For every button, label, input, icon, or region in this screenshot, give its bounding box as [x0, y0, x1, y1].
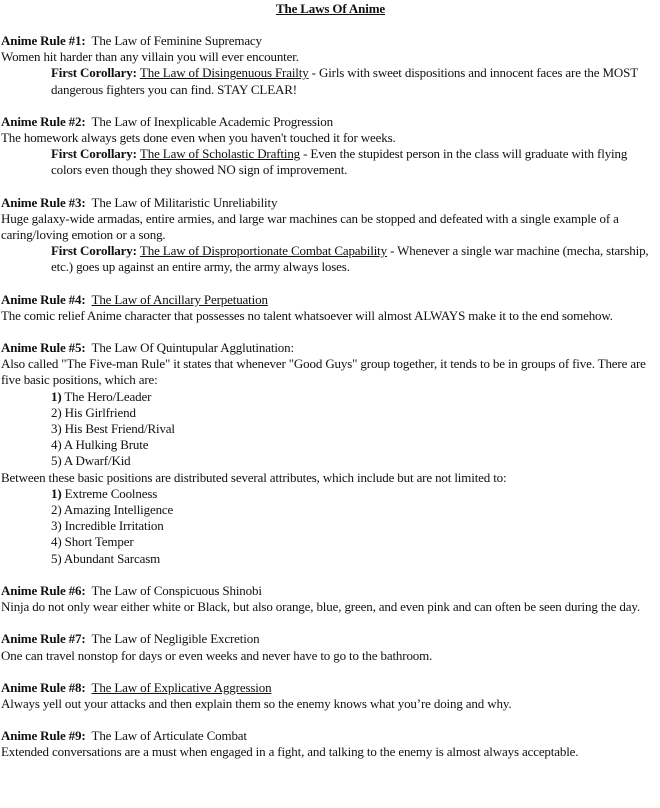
list-item-number: 1): [51, 485, 62, 501]
corollary-name: The Law of Disingenuous Frailty: [139, 65, 309, 81]
list-item: [51, 389, 660, 405]
rule-heading: [1, 680, 660, 696]
rule-label: Anime Rule #5:: [1, 340, 86, 356]
rule-name: The Law of Explicative Aggression: [91, 679, 272, 695]
rule-description: One can travel nonstop for days or even weeks and never have to go to the bathroom.: [1, 647, 433, 663]
rule-name: The Law of Feminine Supremacy: [91, 33, 262, 48]
list-item-text: A Dwarf/Kid: [61, 453, 131, 469]
rule-description: The homework always gets done even when you haven't touched it for weeks.: [1, 130, 396, 146]
rule-7: [1, 631, 660, 663]
corollary-text: - Even the stupidest person in the class will graduate with flying colors even though they showed NO sign of improvement.: [51, 146, 628, 178]
list-item-number: 5): [51, 453, 62, 469]
corollary-text: - Whenever a single war machine (mecha, starship, etc.) goes up against an entire army, the army always loses.: [51, 243, 649, 275]
rule-heading: [1, 195, 660, 211]
list-item-number: 2): [51, 404, 62, 420]
corollary-label: First Corollary:: [51, 65, 137, 81]
attributes-intro: Between these basic positions are distributed several attributes, which include but are not limited to:: [1, 469, 507, 485]
rule-heading: [1, 583, 660, 599]
rule-label: Anime Rule #4:: [1, 291, 86, 307]
rule-description: Ninja do not only wear either white or Black, but also orange, blue, green, and even pink and can often be seen during the day.: [1, 599, 640, 615]
list-item-text: Extreme Coolness: [61, 485, 158, 501]
rule-9: [1, 728, 660, 760]
list-item: [51, 437, 660, 453]
corollary-label: First Corollary:: [51, 146, 137, 162]
list-item-number: 5): [51, 550, 62, 566]
rule-corollary: [1, 65, 660, 97]
list-item-number: 3): [51, 518, 62, 534]
list-item-number: 4): [51, 534, 62, 550]
corollary-name: The Law of Disproportionate Combat Capability: [139, 243, 387, 259]
rule-description: Extended conversations are a must when engaged in a fight, and talking to the enemy is almost always acceptable.: [1, 744, 579, 760]
rule-heading: [1, 340, 660, 356]
document-page: [0, 1, 660, 761]
rule-5: [1, 340, 660, 567]
list-item-text: A Hulking Brute: [61, 437, 149, 453]
rule-description: The comic relief Anime character that possesses no talent whatsoever will almost ALWAYS make it to the end somehow.: [1, 307, 613, 323]
list-item-number: 4): [51, 437, 62, 453]
rule-label: Anime Rule #6:: [1, 582, 86, 598]
list-item: [51, 453, 660, 469]
rule-4: [1, 292, 660, 324]
list-item: [51, 421, 660, 437]
list-item-text: His Girlfriend: [61, 404, 136, 420]
list-item-text: Amazing Intelligence: [61, 502, 174, 518]
rule-description: Women hit harder than any villain you will ever encounter.: [1, 49, 299, 65]
rule-label: Anime Rule #8:: [1, 679, 86, 695]
rule-6: [1, 583, 660, 615]
list-item-text: The Hero/Leader: [61, 388, 152, 404]
list-item-text: Short Temper: [61, 534, 134, 550]
rule-name: The Law of Negligible Excretion: [91, 631, 260, 647]
list-item: [51, 405, 660, 421]
rule-name: The Law of Inexplicable Academic Progression: [91, 113, 333, 129]
list-item-text: Abundant Sarcasm: [61, 550, 161, 566]
rule-2: [1, 114, 660, 179]
rule-description: Always yell out your attacks and then explain them so the enemy knows what you’re doing and why.: [1, 695, 512, 711]
rule-name: The Law of Ancillary Perpetuation: [91, 291, 268, 307]
list-item-text: His Best Friend/Rival: [61, 421, 175, 437]
corollary-label: First Corollary:: [51, 243, 137, 259]
positions-list: [1, 389, 660, 470]
list-item: [51, 502, 660, 518]
list-item-number: 3): [51, 421, 62, 437]
list-item: [51, 551, 660, 567]
corollary-text: - Girls with sweet dispositions and innocent faces are the MOST dangerous fighters you can find. STAY CLEAR!: [51, 65, 638, 97]
corollary-name: The Law of Scholastic Drafting: [139, 146, 301, 162]
rule-corollary: [1, 146, 660, 178]
rule-name: The Law of Militaristic Unreliability: [91, 194, 278, 210]
list-item-text: Incredible Irritation: [61, 518, 164, 534]
rule-name: The Law of Conspicuous Shinobi: [91, 582, 262, 598]
rule-8: [1, 680, 660, 712]
rule-description: Also called "The Five-man Rule" it states that whenever "Good Guys" group together, it tends to be in groups of five. There are five basic positions, which are:: [1, 356, 646, 388]
rule-label: Anime Rule #3:: [1, 194, 86, 210]
rule-label: Anime Rule #7:: [1, 631, 86, 647]
rule-1: [1, 33, 660, 98]
list-item-number: 1): [51, 388, 62, 404]
rule-heading: [1, 728, 660, 744]
rule-3: [1, 195, 660, 276]
rule-name: The Law of Articulate Combat: [91, 728, 247, 744]
rule-description: Huge galaxy-wide armadas, entire armies, and large war machines can be stopped and defeated with a single example of a caring/loving emotion or a song.: [1, 210, 619, 243]
rule-name: The Law Of Quintupular Agglutination:: [91, 340, 294, 356]
rule-corollary: [1, 243, 660, 275]
rule-heading: [1, 114, 660, 130]
list-item: [51, 486, 660, 502]
attributes-list: [1, 486, 660, 567]
list-item: [51, 518, 660, 534]
list-item-number: 2): [51, 502, 62, 518]
list-item: [51, 534, 660, 550]
rule-heading: [1, 33, 660, 49]
rule-label: Anime Rule #9:: [1, 728, 86, 744]
rule-heading: [1, 631, 660, 647]
rule-heading: [1, 292, 660, 308]
rule-label: Anime Rule #2:: [1, 113, 86, 129]
document-title: The Laws Of Anime: [275, 1, 386, 16]
rule-label: Anime Rule #1:: [1, 33, 86, 48]
